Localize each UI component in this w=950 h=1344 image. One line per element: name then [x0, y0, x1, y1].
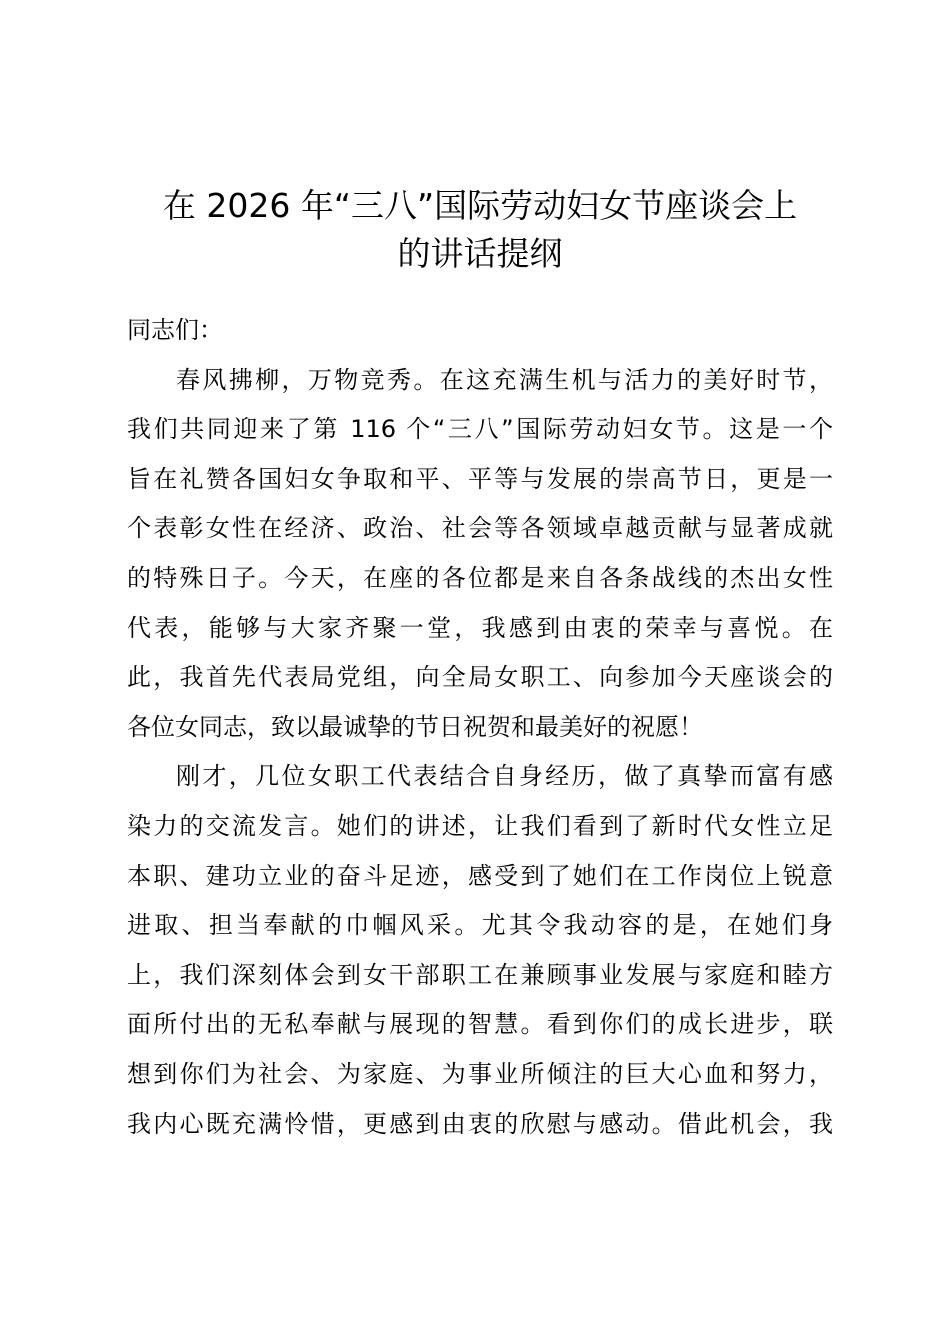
paragraph-1 — [127, 356, 833, 753]
document-title — [110, 182, 850, 278]
paragraph-line: 我内心既充满怜惜，更感到由衷的欣慰与感动。借此机会，我 — [127, 1109, 833, 1138]
paragraph-line: 刚才，几位女职工代表结合自身经历，做了真挚而富有感 — [176, 762, 833, 791]
paragraph-line: 此，我首先代表局党组，向全局女职工、向参加今天座谈会的 — [127, 663, 833, 692]
paragraph-line: 各位女同志，致以最诚挚的节日祝贺和最美好的祝愿！ — [127, 712, 703, 741]
paragraph-line: 染力的交流发言。她们的讲述，让我们看到了新时代女性立足 — [127, 811, 833, 840]
paragraph-line: 代表，能够与大家齐聚一堂，我感到由衷的荣幸与喜悦。在 — [127, 613, 833, 642]
paragraph-line: 上，我们深刻体会到女干部职工在兼顾事业发展与家庭和睦方 — [127, 960, 833, 989]
paragraph-line: 我们共同迎来了第 116 个“三八”国际劳动妇女节。这是一个 — [127, 415, 833, 444]
document-body — [127, 306, 833, 1149]
paragraph-line: 进取、担当奉献的巾帼风采。尤其令我动容的是，在她们身 — [127, 911, 833, 940]
paragraph-line: 旨在礼赞各国妇女争取和平、平等与发展的崇高节日，更是一 — [127, 464, 833, 493]
salutation: 同志们： — [127, 316, 223, 344]
paragraph-line: 本职、建功立业的奋斗足迹，感受到了她们在工作岗位上锐意 — [127, 861, 833, 890]
paragraph-line: 的特殊日子。今天，在座的各位都是来自各条战线的杰出女性 — [127, 563, 833, 592]
paragraph-2 — [127, 752, 833, 1149]
paragraph-line: 想到你们为社会、为家庭、为事业所倾注的巨大心血和努力， — [127, 1059, 833, 1088]
paragraph-line: 春风拂柳，万物竞秀。在这充满生机与活力的美好时节， — [176, 365, 833, 394]
title-line-1: 在 2026 年“三八”国际劳动妇女节座谈会上 — [162, 186, 798, 225]
paragraph-line: 个表彰女性在经济、政治、社会等各领域卓越贡献与显著成就 — [127, 514, 833, 543]
title-line-2: 的讲话提纲 — [397, 234, 563, 273]
paragraph-line: 面所付出的无私奉献与展现的智慧。看到你们的成长进步，联 — [127, 1010, 833, 1039]
